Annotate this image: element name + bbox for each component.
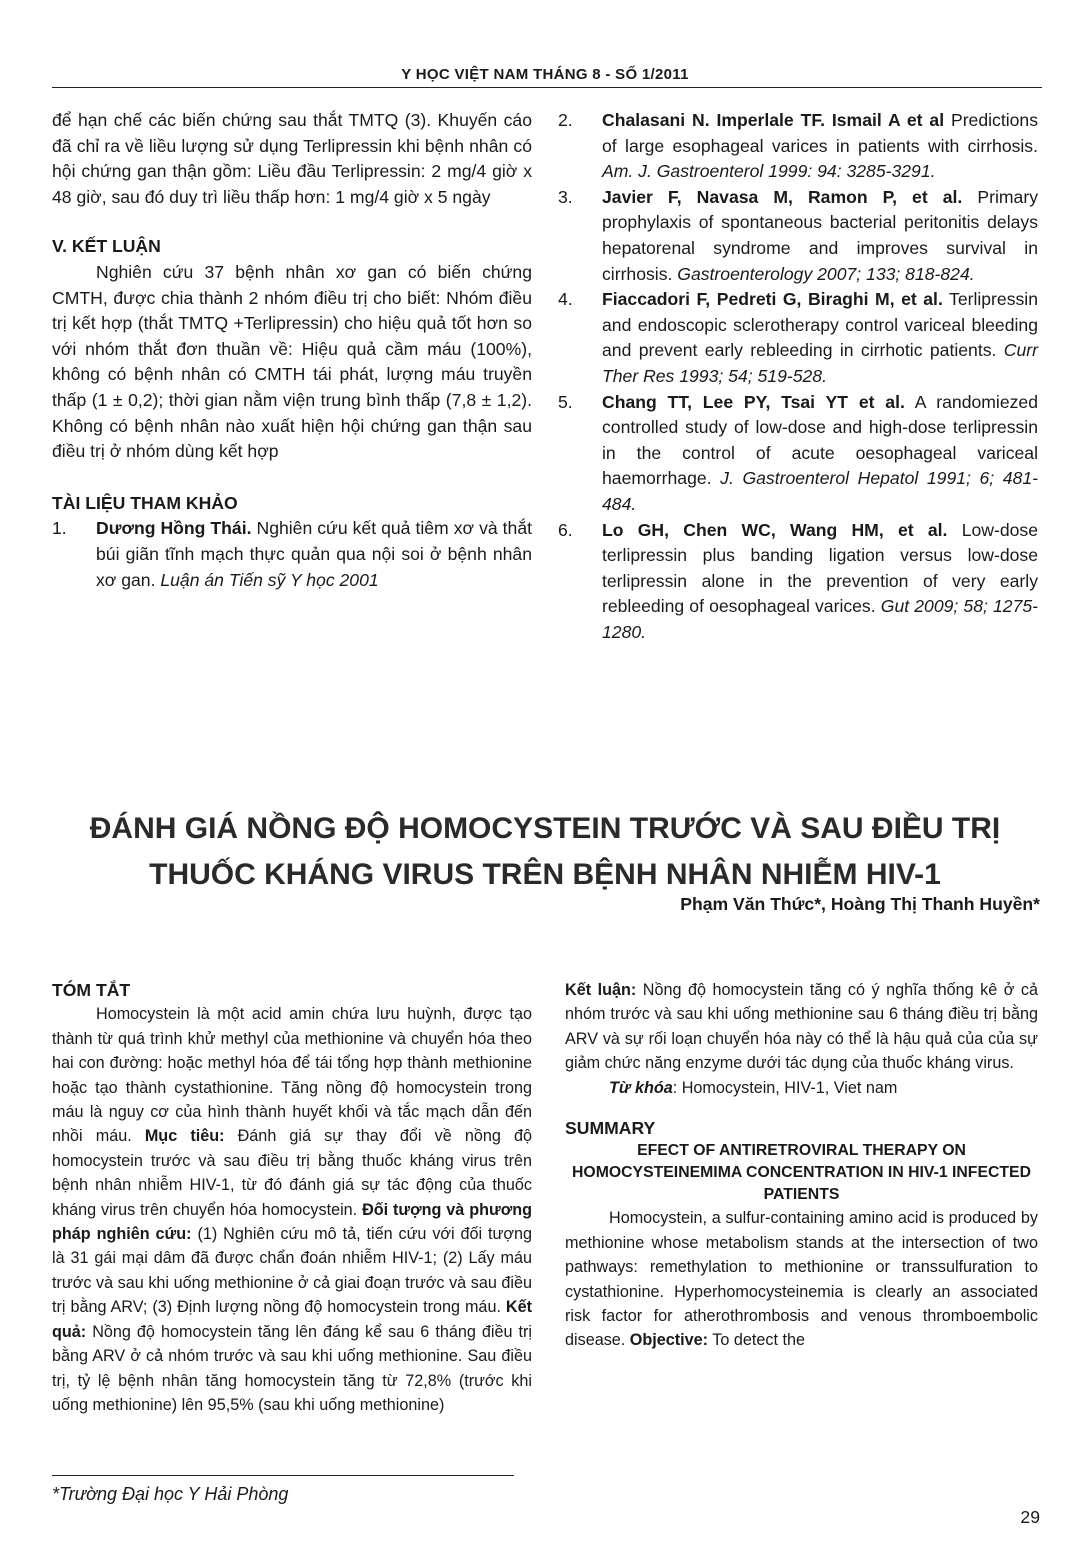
reference-authors: Fiaccadori F, Pedreti G, Biraghi M, et al. xyxy=(602,289,943,310)
page-number: 29 xyxy=(1020,1507,1040,1527)
header-rule xyxy=(52,87,1042,88)
reference-source: Gastroenterology 2007; 133; 818-824. xyxy=(677,263,975,284)
abstract-heading: TÓM TẮT xyxy=(52,980,131,1000)
reference-source: J. Gastroenterol Hepatol 1991; 6; 481-484. xyxy=(602,468,1038,514)
reference-item xyxy=(558,108,1038,185)
reference-item xyxy=(558,287,1038,389)
reference-text: Terlipressin and endoscopic sclerotherapy control variceal bleeding and prevent early rebleeding in cirrhotic patients. xyxy=(602,289,1038,361)
reference-number: 4. xyxy=(558,289,573,310)
reference-number: 3. xyxy=(558,186,573,207)
affiliation-footnote: *Trường Đại học Y Hải Phòng xyxy=(52,1484,289,1504)
results-label: Kết quả: xyxy=(52,1298,532,1341)
reference-source: Curr Ther Res 1993; 54; 519-528. xyxy=(602,340,1038,386)
references-heading: TÀI LIỆU THAM KHẢO xyxy=(52,492,238,513)
article-title xyxy=(40,806,1050,898)
running-header: Y HỌC VIỆT NAM THÁNG 8 - SỐ 1/2011 xyxy=(401,66,689,83)
reference-item xyxy=(52,516,532,593)
abstract-text: Homocystein là một acid amin chứa lưu huỳnh, được tạo thành từ quá trình khử methyl của methionine và chuyển hóa theo hai con đường: hoặc methyl hóa để tái tổng hợp thành methionine hoặc tạo thành cystathionine. Tăng nồng độ homocystein trong máu là nguy cơ của hình thành huyết khối và tắc mạch dẫn đến nhồi máu. xyxy=(52,1005,532,1146)
summary-heading: SUMMARY xyxy=(565,1118,656,1139)
reference-authors: Dương Hồng Thái. xyxy=(96,518,252,539)
reference-authors: Javier F, Navasa M, Ramon P, et al. xyxy=(602,186,963,207)
summary-objective-text: To detect the xyxy=(708,1331,805,1350)
article-title-line: ĐÁNH GIÁ NỒNG ĐỘ HOMOCYSTEIN TRƯỚC VÀ SAU ĐIỀU TRỊ xyxy=(89,812,1001,845)
abstract-paragraph xyxy=(52,1002,532,1417)
footnote-rule xyxy=(52,1475,514,1476)
keywords xyxy=(565,1076,1038,1100)
reference-item xyxy=(558,390,1038,518)
results-text: Nồng độ homocystein tăng lên đáng kể sau 6 tháng điều trị bằng ARV ở cả nhóm trước và sau khi uống methionine. Sau điều trị, tỷ lệ bệnh nhân tăng homocystein tăng từ 72,8% (trước khi uống methionine) lên 95,5% (sau khi uống methionine) xyxy=(52,1322,532,1414)
summary-paragraph xyxy=(565,1206,1038,1352)
reference-number: 2. xyxy=(558,110,573,130)
reference-number: 1. xyxy=(52,518,67,539)
abstract-continued xyxy=(565,978,1038,1353)
methods-text: (1) Nghiên cứu mô tả, tiến cứu với đối tượng là 31 gái mại dâm đã được chẩn đoán nhiễm HIV-1; (2) Lấy máu trước và sau khi uống methionine ở cả giai đoạn trước và sau điều trị bằng ARV; (3) Định lượng nồng độ homocystein trong máu. xyxy=(52,1225,533,1317)
reference-authors: Chang TT, Lee PY, Tsai YT et al. xyxy=(602,391,905,412)
reference-number: 5. xyxy=(558,391,573,412)
abstract-vi xyxy=(52,978,532,1417)
top-right-column xyxy=(558,108,1038,645)
reference-text: Nghiên cứu kết quả tiêm xơ và thắt búi giãn tĩnh mạch thực quản qua nội soi ở bệnh nhân xơ gan. xyxy=(96,518,533,590)
intro-paragraph: để hạn chế các biến chứng sau thắt TMTQ (3). Khuyến cáo đã chỉ ra về liều lượng sử dụng Terlipressin khi bệnh nhân có hội chứng gan thận gồm: Liều đầu Terlipressin: 2 mg/4 giờ x 48 giờ, sau đó duy trì liều thấp hơn: 1 mg/4 giờ x 5 ngày xyxy=(52,110,532,207)
reference-text: Predictions of large esophageal varices in patients with cirrhosis. xyxy=(602,110,1038,156)
reference-authors: Lo GH, Chen WC, Wang HM, et al. xyxy=(602,519,948,540)
conclusion-heading: V. KẾT LUẬN xyxy=(52,236,161,257)
conclusion-text: Nồng độ homocystein tăng có ý nghĩa thống kê ở cả nhóm trước và sau khi uống methionine sau 6 tháng điều trị bằng ARV và sự rối loạn chuyển hóa này có thể là hậu quả của của sự giảm chức năng enzyme dưới tác dụng của thuốc kháng virus. xyxy=(565,981,1038,1073)
reference-source: Am. J. Gastroenterol 1999: 94: 3285-3291. xyxy=(602,161,936,182)
reference-source: Gut 2009; 58; 1275-1280. xyxy=(602,596,1039,642)
reference-text: Primary prophylaxis of spontaneous bacterial peritonitis delays hepatorenal syndrome and improves survival in cirrhosis. xyxy=(602,186,1038,284)
reference-item xyxy=(558,518,1038,646)
article-title-line: THUỐC KHÁNG VIRUS TRÊN BỆNH NHÂN NHIỄM HIV-1 xyxy=(149,858,941,891)
objective-label: Mục tiêu: xyxy=(144,1127,225,1146)
summary-text: Homocystein, a sulfur-containing amino acid is produced by methionine whose metabolism stands at the intersection of two pathways: remethylation to methionine or transsulfuration to cystathionine. Hyperhomocysteinemia is clearly an associated risk factor for atherothrombosis and venous thromboembolic disease. xyxy=(565,1209,1038,1350)
keywords-label: Từ khóa xyxy=(609,1078,673,1097)
reference-text: A randomiezed controlled study of low-dose and high-dose terlipressin in the control of acute oesophageal variceal haemorrhage. xyxy=(602,391,1038,489)
keywords-text: : Homocystein, HIV-1, Viet nam xyxy=(672,1078,898,1097)
summary-title: EFECT OF ANTIRETROVIRAL THERAPY ON HOMOCYSTEINEMIMA CONCENTRATION IN HIV-1 INFECTED PATIENTS xyxy=(572,1142,1031,1204)
reference-source: Luận án Tiến sỹ Y học 2001 xyxy=(160,569,379,590)
article-authors: Phạm Văn Thức*, Hoàng Thị Thanh Huyền* xyxy=(680,894,1040,914)
reference-number: 6. xyxy=(558,519,573,540)
top-left-column xyxy=(52,108,532,593)
reference-item xyxy=(558,185,1038,287)
abstract-conclusion xyxy=(565,978,1038,1076)
reference-authors: Chalasani N. Imperlale TF. Ismail A et al xyxy=(602,110,945,130)
summary-objective-label: Objective: xyxy=(629,1331,709,1350)
reference-text: Low-dose terlipressin plus banding ligation versus low-dose terlipressin alone in the prevention of very early rebleeding of oesophageal varices. xyxy=(602,519,1038,617)
methods-label: Đối tượng và phương pháp nghiên cứu: xyxy=(52,1200,532,1244)
conclusion-paragraph: Nghiên cứu 37 bệnh nhân xơ gan có biến chứng CMTH, được chia thành 2 nhóm điều trị cho biết: Nhóm điều trị kết hợp (thắt TMTQ +Terlipressin) cho hiệu quả tốt hơn so với nhóm thắt đơn thuần về: Hiệu quả cầm máu (100%), không có bệnh nhân có CMTH tái phát, lượng máu truyền thấp (1 ± 0,2); thời gian nằm viện trung bình thấp (7,8 ± 1,2). Không có bệnh nhân nào xuất hiện hội chứng gan thận sau điều trị ở nhóm dùng kết hợp xyxy=(52,261,532,462)
conclusion-label: Kết luận: xyxy=(565,981,637,999)
objective-text: Đánh giá sự thay đổi về nồng độ homocystein trước và sau điều trị bằng thuốc kháng virus trên bệnh nhân nhiễm HIV-1, từ đó đánh giá sự tác động của thuốc kháng virus trên chuyển hóa homocystein. xyxy=(52,1127,532,1219)
